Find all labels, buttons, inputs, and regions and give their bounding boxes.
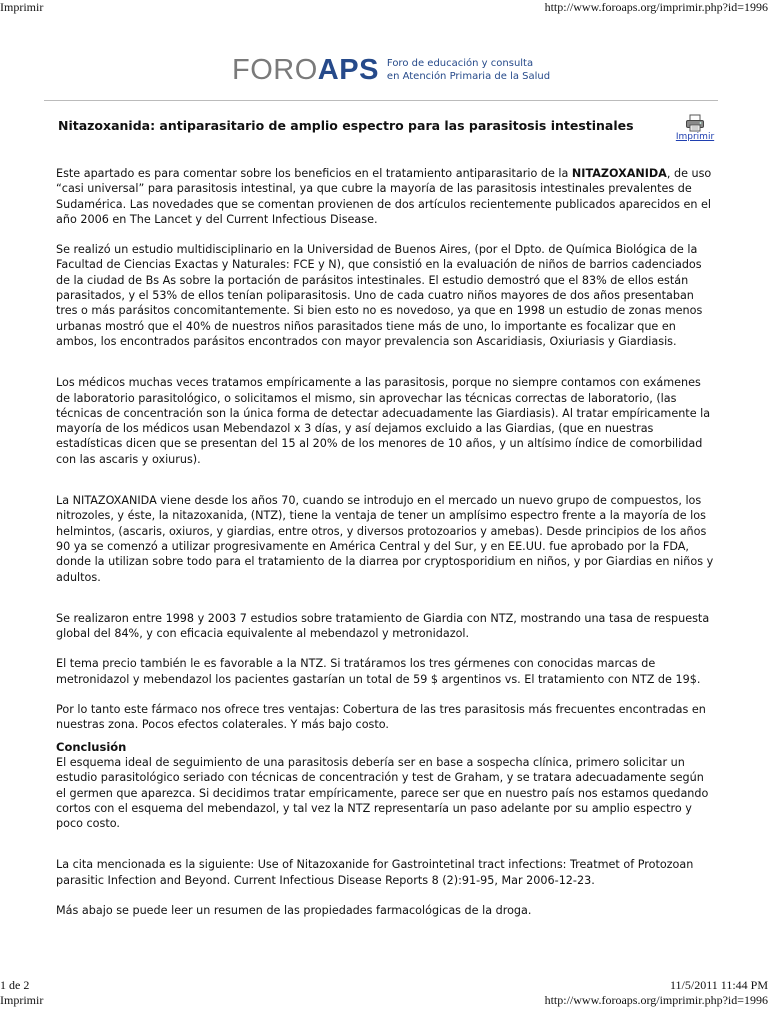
paragraph-nitazoxanida-history: La NITAZOXANIDA viene desde los años 70, cuando se introdujo en el mercado un nuevo grupo de compuestos, los nitrozoles, y éste, la nitazoxanida, (NTZ), tiene la ventaja de tener un amplísimo espectro frente a la mayoría de los helmintos, (ascaris, oxiuros, y giardias, entre otros, y diversos protozoarios y amebas). Desde principios de los años 90 ya se comenzó a utilizar progresivamente en América Central y del Sur, y en EE.UU. fue aprobado por la FDA, donde la utilizan sobre todo para el tratamiento de la diarrea por cryptosporidium en niños, y por Giardias en niños y adultos. xyxy=(56,494,714,584)
logo-tagline xyxy=(387,57,550,83)
paragraph-citation: La cita mencionada es la siguiente: Use of Nitazoxanide for Gastrointetinal tract infections: Treatmet of Protozoan parasitic Infection and Beyond. Current Infectious Disease Reports 8 (2):91-95, Mar 2006-12-23. xyxy=(56,858,694,887)
paragraph-empirical-treatment: Los médicos muchas veces tratamos empíricamente a las parasitosis, porque no siempre contamos con exámenes de laboratorio parasitológico, o solicitamos el mismo, sin aprovechar las técnicas correctas de laboratorio, (las técnicas de concentración son la única forma de detectar adecuadamente las Giardiasis). Al tratar empíricamente la mayoría de los médicos usan Mebendazol x 3 días, y así dejamos excluido a las Giardias, (que en nuestras estadísticas dicen que se presentan del 15 al 20% de los menores de 10 años, y un altísimo índice de comorbilidad con las ascaris y oxiurus). xyxy=(56,376,711,466)
print-footer-datetime: 11/5/2011 11:44 PM xyxy=(669,978,768,992)
print-header-title: Imprimir xyxy=(0,0,44,14)
logo-wordmark xyxy=(232,53,379,86)
print-button[interactable] xyxy=(672,114,718,142)
paragraph-price: El tema precio también le es favorable a la NTZ. Si tratáramos los tres gérmenes con conocidas marcas de metronidazol y mebendazol los pacientes gastarían un total de 59 $ argentinos vs. El tratamiento con NTZ de 19$. xyxy=(56,657,701,686)
paragraph-uba-study: Se realizó un estudio multidisciplinario en la Universidad de Buenos Aires, (por el Dpto. de Química Biológica de la Facultad de Ciencias Exactas y Naturales: FCE y N), que consistió en la evaluación de niños de barrios cadenciados de la ciudad de Bs As sobre la portación de parásitos intestinales. El estudio demostró que el 83% de ellos están parasitados, y el 53% de ellos tenían poliparasitosis. Uno de cada cuatro niños mayores de dos años presentaban tres o más parásitos concomitantemente. Si bien esto no es novedoso, ya que en 1998 un estudio de zonas menos urbanas mostró que el 40% de nuestros niños parasitados tiene más de uno, lo importante es focalizar que en ambos, los encontrados parásitos encontrados con mayor prevalencia son Ascaridiasis, Oxiuriasis y Giardiasis. xyxy=(56,243,703,348)
print-footer-page: 1 de 2 xyxy=(0,978,30,992)
header-divider xyxy=(44,100,718,101)
paragraph-summary-note: Más abajo se puede leer un resumen de las propiedades farmacológicas de la droga. xyxy=(56,903,532,917)
logo-foro: FORO xyxy=(232,53,318,86)
logo-aps: APS xyxy=(317,53,379,86)
logo-tagline-line-1: Foro de educación y consulta xyxy=(386,58,534,69)
print-link-label[interactable]: Imprimir xyxy=(675,132,715,142)
paragraph-giardia-studies: Se realizaron entre 1998 y 2003 7 estudios sobre tratamiento de Giardia con NTZ, mostrando una tasa de respuesta global del 84%, y con eficacia equivalente al mebendazol y metronidazol. xyxy=(56,611,710,641)
printer-icon xyxy=(685,114,705,132)
print-header-url: http://www.foroaps.org/imprimir.php?id=1996 xyxy=(544,0,768,14)
print-footer-url: http://www.foroaps.org/imprimir.php?id=1996 xyxy=(544,993,768,1007)
foroaps-logo[interactable] xyxy=(232,52,550,88)
print-footer-title: Imprimir xyxy=(0,993,44,1007)
logo-tagline-line-2: en Atención Primaria de la Salud xyxy=(386,71,551,82)
conclusion-heading: Conclusión xyxy=(56,739,127,754)
paragraph-advantages: Por lo tanto este fármaco nos ofrece tres ventajas: Cobertura de las tres parasitosis más frecuentes encontradas en nuestras zona. Pocos efectos colaterales. Y más bajo costo. xyxy=(56,703,706,732)
drug-name-bold: NITAZOXANIDA xyxy=(571,167,667,180)
article-title: Nitazoxanida: antiparasitario de amplio espectro para las parasitosis intestinales xyxy=(58,118,634,133)
paragraph-conclusion: El esquema ideal de seguimiento de una parasitosis debería ser en base a sospecha clínica, primero solicitar un estudio parasitológico seriado con técnicas de concentración y test de Graham, y se tratara adecuadamente según el germen que aparezca. Si decidimos tratar empíricamente, parece ser que en nuestro país nos estamos quedando cortos con el esquema del mebendazol, y tal vez la NTZ representaría un paso adelante por su amplio espectro y poco costo. xyxy=(56,755,709,831)
paragraph-intro: Este apartado es para comentar sobre los beneficios en el tratamiento antiparasitario de la NITAZOXANIDA, de uso “casi universal” para parasitosis intestinal, ya que cubre la mayoría de las parasitosis intestinales prevalentes de Sudamérica. Las novedades que se comentan provienen de dos artículos recientemente publicados aparecidos en el año 2006 en The Lancet y del Current Infectious Disease. xyxy=(56,167,712,226)
article-body xyxy=(56,166,716,918)
